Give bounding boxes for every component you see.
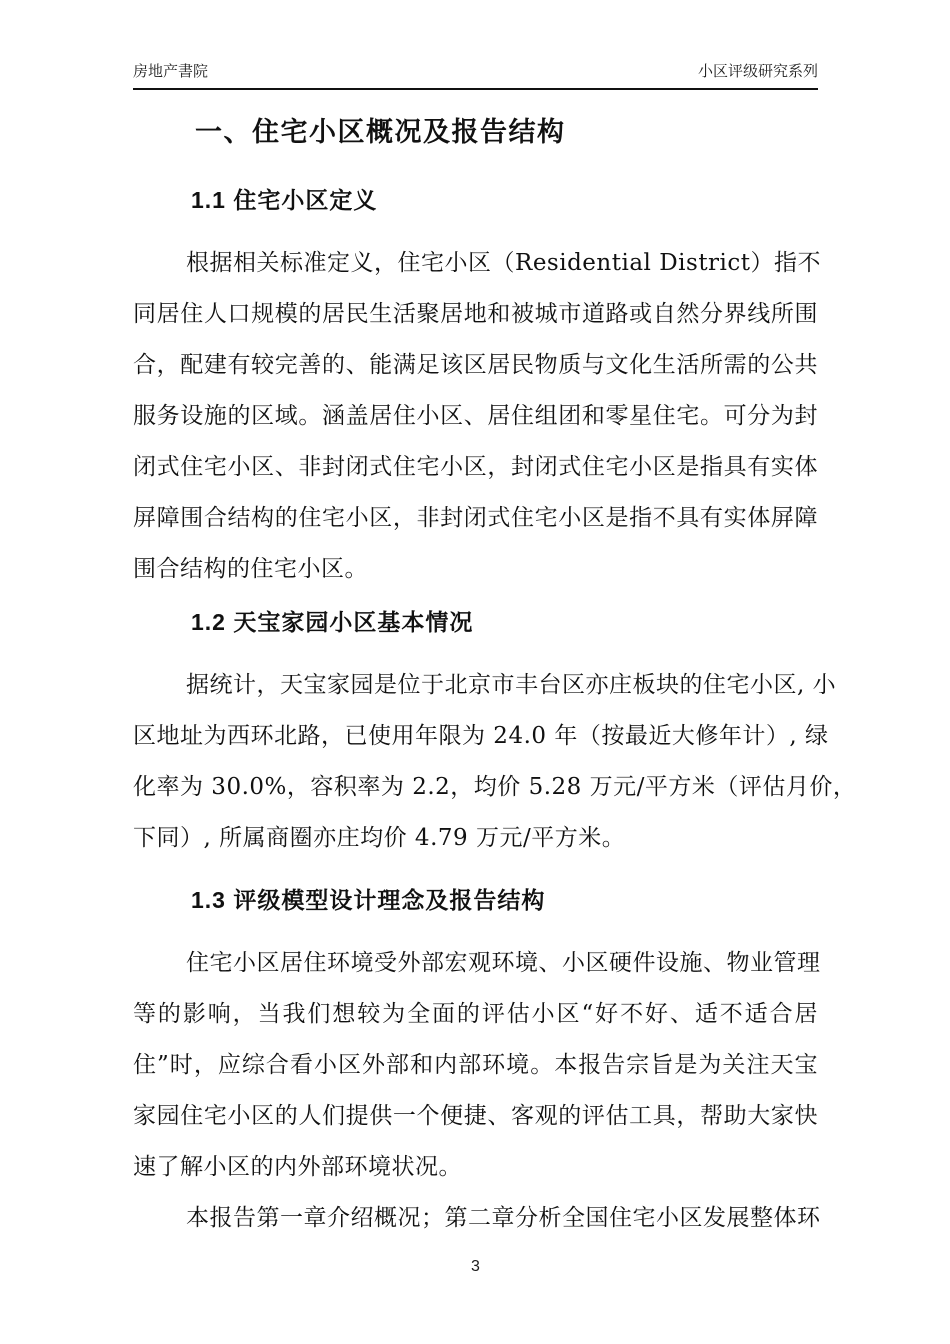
- paragraph-line: 住”时，应综合看小区外部和内部环境。本报告宗旨是为关注天宝: [133, 1052, 818, 1078]
- paragraph-line: 服务设施的区域。涵盖居住小区、居住组团和零星住宅。可分为封: [133, 403, 818, 429]
- paragraph-line: 等的影响，当我们想较为全面的评估小区“好不好、适不适合居: [133, 1001, 818, 1027]
- paragraph-line: 闭式住宅小区、非封闭式住宅小区，封闭式住宅小区是指具有实体: [133, 454, 818, 480]
- page-number: 3: [471, 1258, 480, 1275]
- paragraph-line: 合，配建有较完善的、能满足该区居民物质与文化生活所需的公共: [133, 352, 818, 378]
- page-header: [133, 0, 818, 90]
- paragraph: [133, 660, 857, 864]
- paragraph-line: 围合结构的住宅小区。: [133, 556, 368, 582]
- header-right-text: 小区评级研究系列: [697, 63, 818, 80]
- paragraph-line: 下同）, 所属商圈亦庄均价 4.79 万元/平方米。: [133, 825, 626, 851]
- paragraph-line: 根据相关标准定义，住宅小区（Residential District）指不: [186, 250, 822, 276]
- paragraph: [133, 938, 821, 1193]
- paragraph: [133, 238, 822, 595]
- paragraph-line: 速了解小区的内外部环境状况。: [133, 1154, 462, 1180]
- paragraph-line: 区地址为西环北路，已使用年限为 24.0 年（按最近大修年计）, 绿: [133, 723, 829, 749]
- chapter-title: 一、住宅小区概况及报告结构: [195, 117, 566, 147]
- paragraph-line: 屏障围合结构的住宅小区，非封闭式住宅小区是指不具有实体屏障: [133, 505, 818, 531]
- section-heading-1-1: 1.1 住宅小区定义: [191, 187, 378, 213]
- paragraph-line: 家园住宅小区的人们提供一个便捷、客观的评估工具，帮助大家快: [133, 1103, 818, 1129]
- paragraph-line: 据统计，天宝家园是位于北京市丰台区亦庄板块的住宅小区, 小: [186, 672, 837, 698]
- paragraph-line: 同居住人口规模的居民生活聚居地和被城市道路或自然分界线所围: [133, 301, 818, 327]
- section-heading-1-3: 1.3 评级模型设计理念及报告结构: [191, 887, 546, 913]
- paragraph: [133, 1193, 821, 1244]
- paragraph-line: 化率为 30.0%，容积率为 2.2，均价 5.28 万元/平方米（评估月价，: [133, 774, 857, 800]
- header-left-text: 房地产書院: [133, 63, 209, 80]
- page-footer: [133, 1258, 818, 1276]
- paragraph-line: 住宅小区居住环境受外部宏观环境、小区硬件设施、物业管理: [186, 950, 821, 976]
- paragraph-line: 本报告第一章介绍概况；第二章分析全国住宅小区发展整体环: [186, 1205, 821, 1231]
- section-heading-1-2: 1.2 天宝家园小区基本情况: [191, 609, 474, 635]
